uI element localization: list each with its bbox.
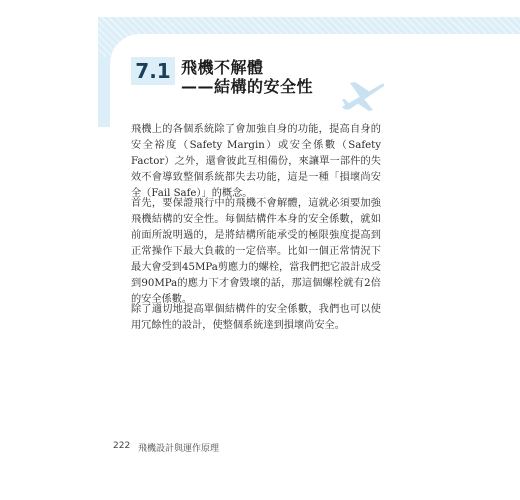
paragraph-2: 首先，要保證飛行中的飛機不會解體，這就必須要加強飛機結構的安全性。每個結構件本身的安全係數，就如前面所說明過的，是將結構所能承受的極限強度提高到正常操作下最大負載的一定倍率。比如一個正常情況下最大會受到45MPa剪應力的螺栓，當我們把它設計成受到90MPa的應力下才會毀壞的話，那這個螺栓就有2倍的安全係數。 xyxy=(131,198,381,305)
chapter-number: 7.1 xyxy=(135,59,171,83)
chapter-title-line2: ——結構的安全性 xyxy=(181,77,314,96)
book-title: 飛機設計與運作原理 xyxy=(138,444,220,454)
chapter-title-line1: 飛機不解體 xyxy=(181,58,264,77)
chapter-number-box xyxy=(131,57,175,85)
paragraph-1: 飛機上的各個系統除了會加強自身的功能，提高自身的安全裕度（Safety Margin）或安全係數（Safety Factor）之外，還會彼此互相備份，來讓單一部件的失效不會導致整個系統都失去功能，這是一種「損壞尚安全（Fail Safe）」的概念。 xyxy=(131,124,381,199)
airplane-icon xyxy=(340,77,386,113)
page-number: 222 xyxy=(113,441,131,451)
paragraph-3: 除了適切地提高單個結構件的安全係數，我們也可以使用冗餘性的設計，使整個系統達到損壞尚安全。 xyxy=(131,304,381,331)
